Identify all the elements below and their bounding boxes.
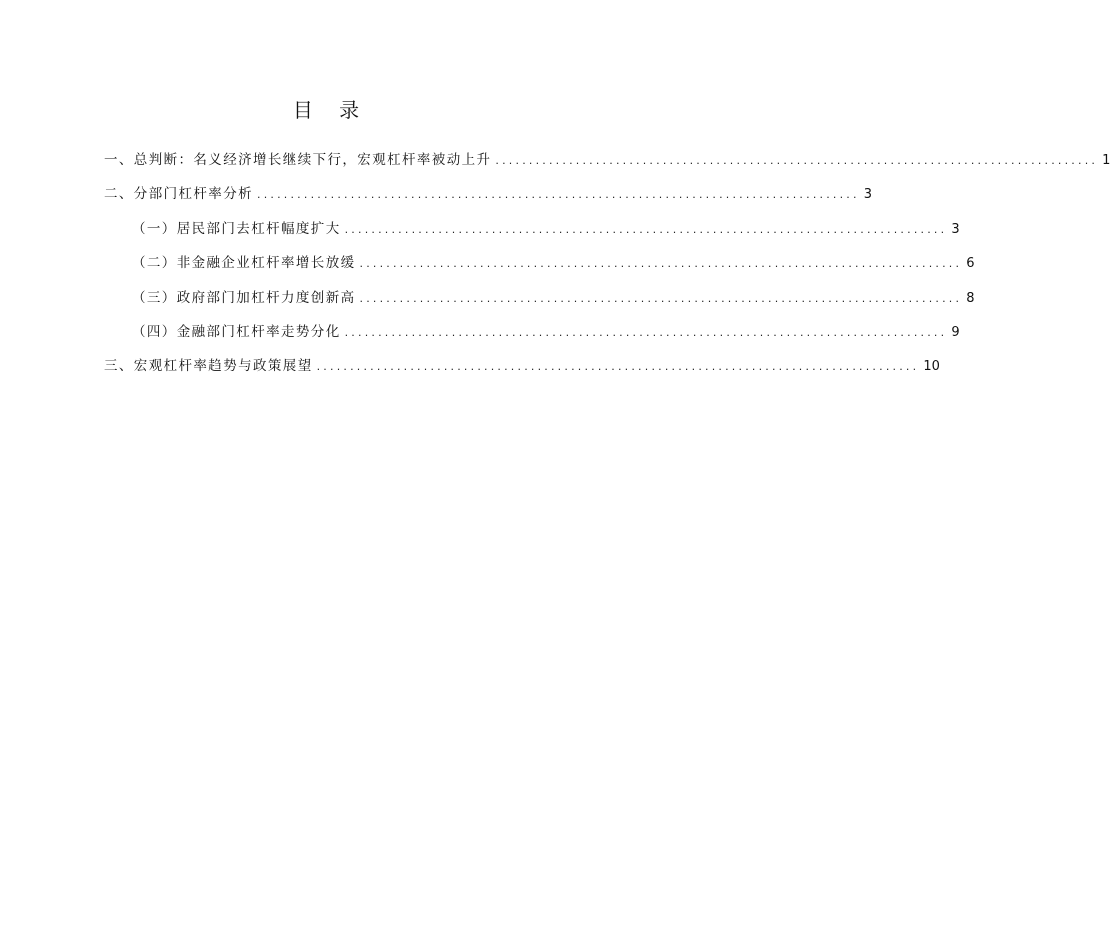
toc-entry-2[interactable] [104, 181, 872, 215]
toc-entry-text: 一、总判断：名义经济增长继续下行，宏观杠杆率被动上升 [104, 152, 492, 168]
toc-page-number: 3 [863, 187, 872, 203]
toc-entry-2-4[interactable] [104, 319, 960, 353]
toc-entry-2-1[interactable] [104, 216, 960, 250]
toc-dot-leader: .......................................................................................... [316, 360, 920, 374]
toc-entry-1[interactable] [104, 147, 1110, 181]
toc-dot-leader: .......................................................................................... [359, 291, 963, 305]
toc-entry-2-2[interactable] [104, 250, 975, 284]
toc-entry-text: 二、分部门杠杆率分析 [104, 186, 253, 203]
toc-page-number: 6 [966, 256, 975, 272]
toc-entry-text: 三、宏观杠杆率趋势与政策展望 [104, 358, 313, 375]
toc-dot-leader: .......................................................................................... [359, 257, 963, 271]
toc-entry-2-3[interactable] [104, 285, 975, 319]
toc-dot-leader: .......................................................................................... [257, 188, 860, 202]
table-of-contents [104, 147, 1110, 388]
toc-entry-text: （四）金融部门杠杆率走势分化 [132, 323, 341, 340]
toc-page-number: 8 [966, 290, 975, 306]
toc-page-number: 9 [951, 324, 960, 340]
toc-dot-leader: .......................................................................................... [344, 325, 948, 339]
toc-dot-leader: .......................................................................................... [495, 154, 1099, 167]
toc-page-number: 3 [951, 221, 960, 237]
toc-page-number: 1 [1102, 153, 1110, 168]
toc-entry-text: （三）政府部门加杠杆力度创新高 [132, 289, 356, 306]
toc-dot-leader: .......................................................................................... [344, 222, 948, 236]
toc-title: 目 录 [292, 98, 370, 122]
toc-page-number: 10 [923, 359, 940, 375]
toc-entry-text: （二）非金融企业杠杆率增长放缓 [132, 255, 356, 272]
toc-entry-text: （一）居民部门去杠杆幅度扩大 [132, 220, 341, 237]
toc-entry-3[interactable] [104, 353, 940, 387]
